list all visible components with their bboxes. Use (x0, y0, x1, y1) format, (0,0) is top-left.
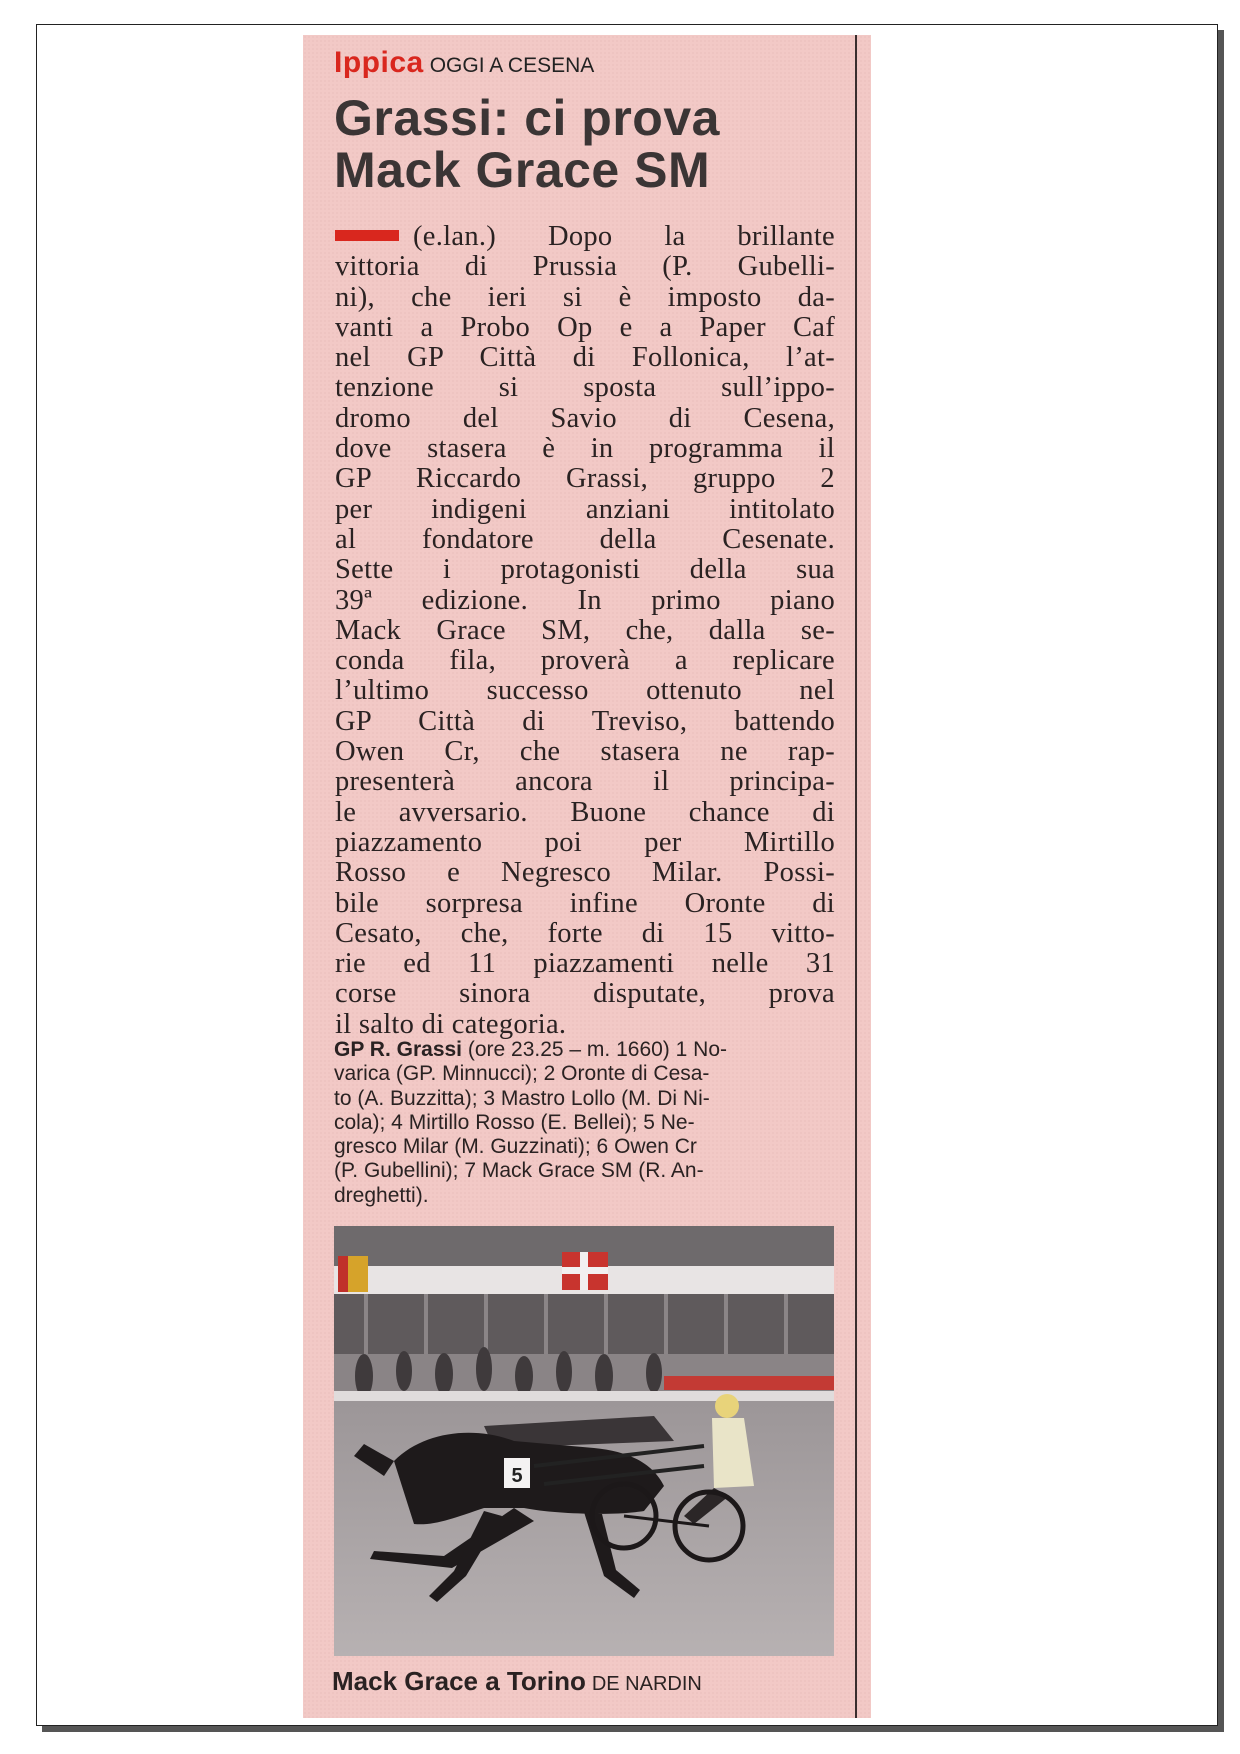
body-line: 39ª edizione. In primo piano (335, 584, 835, 616)
rail (334, 1391, 834, 1401)
body-line: vanti a Probo Op e a Paper Caf (335, 311, 835, 343)
flag-left-stripe (338, 1256, 348, 1292)
red-bar-marker (335, 230, 399, 241)
body-line: dove stasera è in programma il (335, 433, 835, 465)
kicker (334, 46, 594, 80)
results-line: cola); 4 Mirtillo Rosso (E. Bellei); 5 Ne- (334, 1110, 695, 1134)
body-line: Cesato, che, forte di 15 vitto- (335, 917, 835, 949)
body-line: Sette i protagonisti della sua (335, 554, 835, 586)
headline-line: Mack Grace SM (334, 142, 711, 198)
results-line: varica (GP. Minnucci); 2 Oronte di Cesa- (334, 1062, 710, 1086)
location-label: OGGI A CESENA (429, 54, 595, 77)
photo-credit: DE NARDIN (591, 1673, 702, 1695)
race-entries (334, 1038, 836, 1208)
body-line-text: (e.lan.) Dopo la brillante (413, 221, 835, 252)
race-photo (334, 1226, 834, 1656)
body-line: dromo del Savio di Cesena, (335, 402, 835, 434)
column-rule (855, 35, 857, 1718)
body-line: piazzamento poi per Mirtillo (335, 826, 835, 858)
body-line: tenzione si sposta sull’ippo- (335, 372, 835, 404)
body-line: GP Città di Treviso, battendo (335, 705, 835, 737)
body-line: al fondatore della Cesenate. (335, 523, 835, 555)
results-line (334, 1038, 836, 1062)
body-line: vittoria di Prussia (P. Gubelli- (335, 251, 835, 283)
body-line: nel GP Città di Follonica, l’at- (335, 342, 835, 374)
flag-cross-horizontal (562, 1267, 608, 1274)
results-line: to (A. Buzzitta); 3 Mastro Lollo (M. Di Ni- (334, 1086, 710, 1110)
body-line: Owen Cr, che stasera ne rap- (335, 736, 835, 768)
photo-caption (332, 1666, 702, 1697)
body-line: presenterà ancora il principa- (335, 766, 835, 798)
results-line: (P. Gubellini); 7 Mack Grace SM (R. An- (334, 1159, 704, 1183)
grandstand (334, 1294, 834, 1354)
race-label: GP R. Grassi (334, 1038, 463, 1061)
body-line: ni), che ieri si è imposto da- (335, 281, 835, 313)
body-line: rie ed 11 piazzamenti nelle 31 (335, 948, 835, 980)
caption-text: Mack Grace a Torino (332, 1666, 586, 1696)
trotting-race-illustration (334, 1226, 834, 1656)
body-line (335, 222, 835, 252)
body-line: bile sorpresa infine Oronte di (335, 887, 835, 919)
body-line: le avversario. Buone chance di (335, 796, 835, 828)
spectators (355, 1347, 662, 1398)
body-line: per indigeni anziani intitolato (335, 493, 835, 525)
headline-line: Grassi: ci prova (334, 90, 720, 146)
results-line: gresco Milar (M. Guzzinati); 6 Owen Cr (334, 1135, 697, 1159)
body-line: Mack Grace SM, che, dalla se- (335, 614, 835, 646)
section-label: Ippica (334, 46, 424, 79)
results-line-text: (ore 23.25 – m. 1660) 1 No- (462, 1038, 727, 1061)
body-line: GP Riccardo Grassi, gruppo 2 (335, 463, 835, 495)
body-line: l’ultimo successo ottenuto nel (335, 675, 835, 707)
body-line: conda fila, proverà a replicare (335, 645, 835, 677)
body-line: il salto di categoria. (335, 1008, 567, 1040)
saddle-number: 5 (511, 1465, 523, 1487)
headline (334, 92, 854, 196)
results-line: dreghetti). (334, 1183, 429, 1207)
body-line: corse sinora disputate, prova (335, 978, 835, 1010)
body-line: Rosso e Negresco Milar. Possi- (335, 857, 835, 889)
sponsor-board (664, 1376, 834, 1390)
article-body (335, 222, 835, 1040)
